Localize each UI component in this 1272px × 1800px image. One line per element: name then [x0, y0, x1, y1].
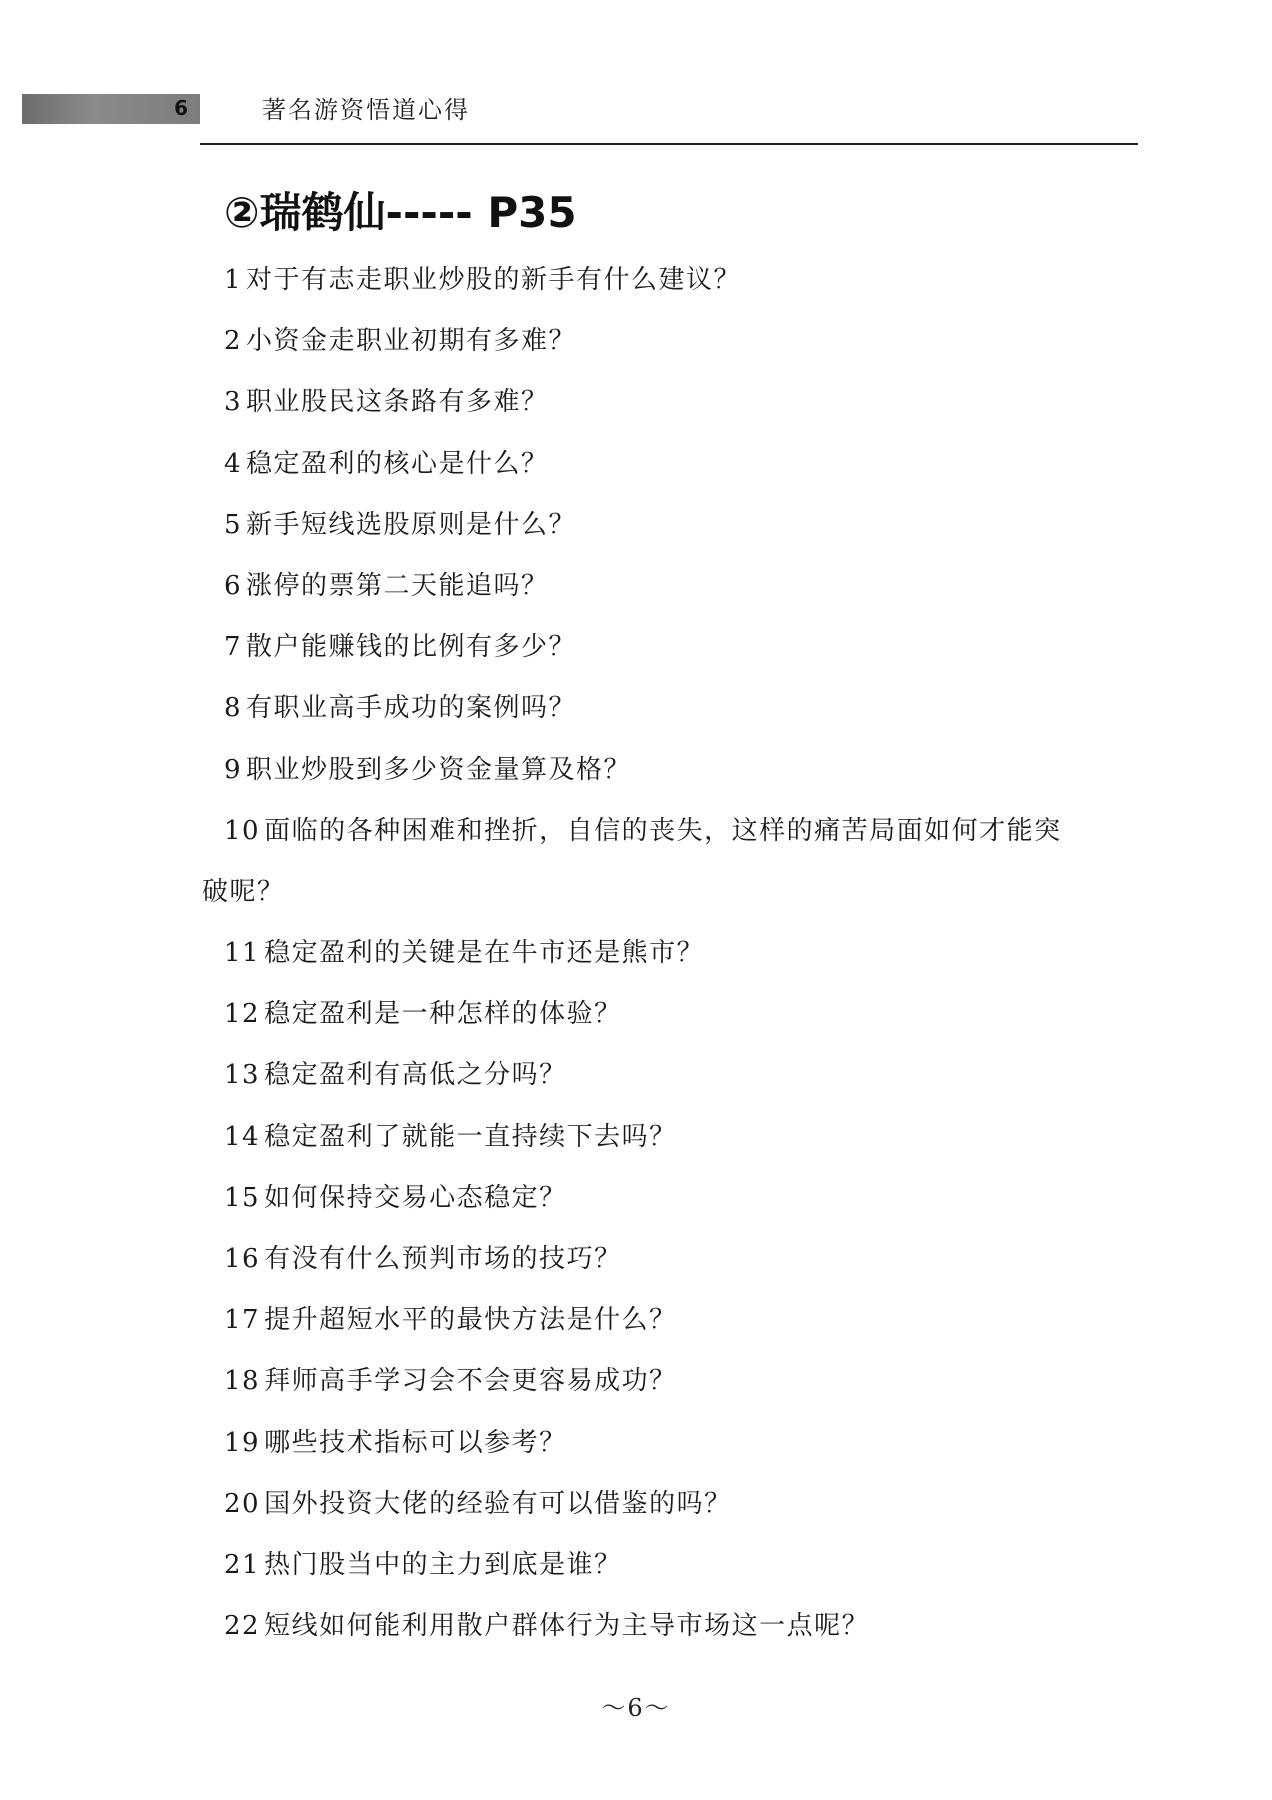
list-item: [0, 253, 1272, 314]
question-number: 14: [224, 1121, 261, 1152]
question-text: 短线如何能利用散户群体行为主导市场这一点呢？: [264, 1611, 870, 1642]
question-text: 提升超短水平的最快方法是什么？: [264, 1305, 677, 1336]
list-item: [0, 743, 1272, 804]
question-number: 8: [224, 693, 243, 724]
question-text: 散户能赚钱的比例有多少？: [246, 632, 577, 663]
question-number: 16: [224, 1244, 261, 1275]
list-item: [0, 1599, 1272, 1660]
list-item: [0, 1171, 1272, 1232]
question-text: 职业炒股到多少资金量算及格？: [246, 754, 632, 785]
question-text: 稳定盈利了就能一直持续下去吗？: [264, 1121, 677, 1152]
question-text: 稳定盈利的关键是在牛市还是熊市？: [264, 938, 705, 969]
question-text: 拜师高手学习会不会更容易成功？: [264, 1366, 677, 1397]
page-tab-number: 6: [174, 96, 188, 120]
question-number: 6: [224, 570, 243, 601]
question-text: 国外投资大佬的经验有可以借鉴的吗？: [264, 1488, 732, 1519]
question-text-continued: 破呢？: [202, 876, 285, 907]
question-number: 18: [224, 1366, 261, 1397]
list-item: [0, 1477, 1272, 1538]
list-item: [0, 498, 1272, 559]
question-text: 小资金走职业初期有多难？: [246, 326, 577, 357]
question-text: 有没有什么预判市场的技巧？: [264, 1244, 622, 1275]
list-item: [0, 559, 1272, 620]
list-item: [0, 681, 1272, 742]
question-number: 22: [224, 1611, 261, 1642]
header-divider: [200, 143, 1138, 145]
question-text: 稳定盈利是一种怎样的体验？: [264, 999, 622, 1030]
page-number-tab: [22, 94, 200, 124]
question-number: 9: [224, 754, 243, 785]
question-number: 20: [224, 1488, 261, 1519]
question-number: 1: [224, 265, 243, 295]
question-text: 哪些技术指标可以参考？: [264, 1427, 567, 1458]
list-item: [0, 1232, 1272, 1293]
list-item: [0, 314, 1272, 375]
list-item: [0, 1538, 1272, 1599]
question-number: 5: [224, 509, 243, 540]
list-item: [0, 804, 1272, 926]
section-title: ②瑞鹤仙----- P35: [224, 188, 577, 237]
list-item: [0, 926, 1272, 987]
question-number: 12: [224, 999, 261, 1030]
question-number: 10: [224, 815, 261, 846]
question-number: 2: [224, 326, 243, 357]
question-list: [0, 253, 1272, 1660]
list-item: [0, 1048, 1272, 1109]
question-line: [224, 804, 1062, 858]
question-number: 4: [224, 448, 243, 479]
question-number: 11: [224, 938, 261, 969]
question-number: 21: [224, 1549, 261, 1580]
list-item: [0, 1110, 1272, 1171]
running-header-title: 著名游资悟道心得: [262, 96, 470, 124]
question-text: 对于有志走职业炒股的新手有什么建议？: [246, 265, 742, 295]
question-text: 有职业高手成功的案例吗？: [246, 693, 577, 724]
question-text: 如何保持交易心态稳定？: [264, 1182, 567, 1213]
list-item: [0, 1354, 1272, 1415]
question-number: 3: [224, 387, 243, 418]
list-item: [0, 987, 1272, 1048]
question-text: 稳定盈利的核心是什么？: [246, 448, 549, 479]
question-text: 稳定盈利有高低之分吗？: [264, 1060, 567, 1091]
list-item: [0, 437, 1272, 498]
question-number: 15: [224, 1182, 261, 1213]
footer-page-number: ～6～: [601, 1694, 671, 1722]
question-text: 职业股民这条路有多难？: [246, 387, 549, 418]
question-text: 面临的各种困难和挫折，自信的丧失，这样的痛苦局面如何才能突: [264, 815, 1062, 846]
list-item: [0, 620, 1272, 681]
list-item: [0, 375, 1272, 436]
question-number: 19: [224, 1427, 261, 1458]
list-item: [0, 1293, 1272, 1354]
question-number: 17: [224, 1305, 261, 1336]
question-text: 涨停的票第二天能追吗？: [246, 570, 549, 601]
question-text: 热门股当中的主力到底是谁？: [264, 1549, 622, 1580]
question-number: 13: [224, 1060, 261, 1091]
list-item: [0, 1416, 1272, 1477]
question-text: 新手短线选股原则是什么？: [246, 509, 577, 540]
question-number: 7: [224, 632, 243, 663]
